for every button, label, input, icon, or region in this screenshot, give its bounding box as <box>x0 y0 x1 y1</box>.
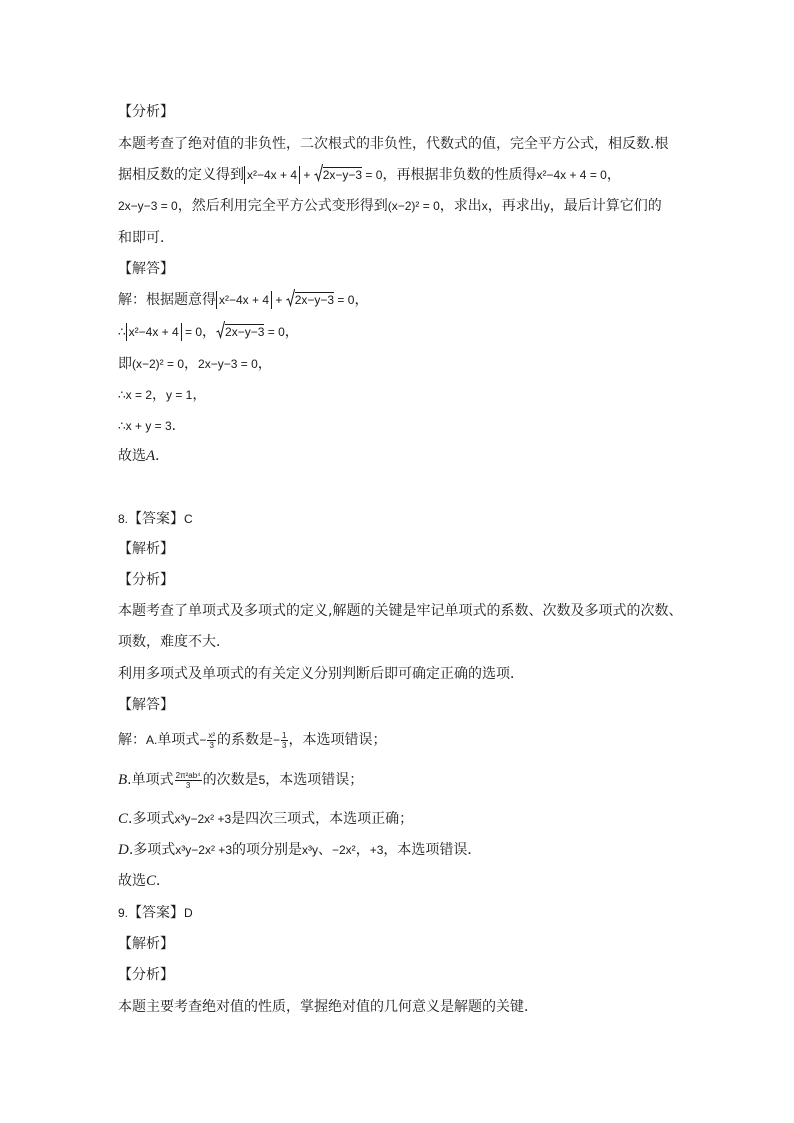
radical-icon <box>216 321 225 339</box>
radical-icon <box>286 289 295 307</box>
denominator: 3 <box>185 780 191 790</box>
analysis-line-1 <box>118 134 668 154</box>
option-letter: C <box>146 873 157 889</box>
text: .多项式 <box>128 811 175 827</box>
expression: x³y−2x² +3 <box>175 843 232 857</box>
solution-conclusion <box>118 871 170 891</box>
equation: = 0 <box>362 168 383 182</box>
solution-line-5 <box>118 416 186 436</box>
term: x³y <box>302 843 318 857</box>
solution-line-6 <box>118 446 169 466</box>
text: 项数，难度不大． <box>118 634 230 650</box>
radical-icon <box>314 164 323 182</box>
therefore-symbol: ∴ <box>118 419 126 433</box>
text: 单项式 <box>157 732 200 748</box>
text: ， <box>152 387 166 403</box>
variable: x <box>481 199 488 213</box>
equation: x + y = 3 <box>125 419 172 433</box>
term: +3 <box>369 843 384 857</box>
analysis-line-3 <box>118 664 524 684</box>
analysis-line-3 <box>118 196 662 216</box>
plus-sign: + <box>300 168 314 182</box>
heading-analysis <box>118 570 174 590</box>
text: 解： <box>118 732 146 748</box>
abs-content: x²−4x + 4 <box>219 293 270 307</box>
heading-analysis <box>118 965 174 985</box>
solution-option-d <box>118 840 481 860</box>
text: ， <box>202 324 217 340</box>
numerator: 1 <box>282 730 287 740</box>
fraction <box>207 731 216 750</box>
question-8-answer <box>118 509 193 529</box>
equation: 2x−y−3 = 0 <box>198 357 258 371</box>
sqrt-expression <box>286 290 334 310</box>
abs-content: x²−4x + 4 <box>128 325 179 339</box>
minus-sign: − <box>273 733 281 747</box>
radicand: 2x−y−3 <box>294 293 335 307</box>
term: −2x² <box>332 843 356 857</box>
text: ，再根据非负数的性质得 <box>382 167 537 183</box>
solution-line-2 <box>118 322 299 342</box>
value: 5 <box>258 773 266 787</box>
answer-label: 【答案】 <box>128 511 185 527</box>
equation: (x−2)² = 0 <box>387 199 440 213</box>
minus-sign: − <box>199 733 207 747</box>
variable: y <box>543 199 550 213</box>
text: ，再求出 <box>487 198 544 214</box>
denominator: 3 <box>209 740 214 750</box>
text: .多项式 <box>128 842 176 858</box>
fraction <box>281 731 287 750</box>
solution-line-3 <box>118 354 272 374</box>
solution-option-c <box>118 809 413 829</box>
text: ，求出 <box>439 198 482 214</box>
abs-expression <box>216 290 272 310</box>
text: ，本选项错误； <box>265 772 364 788</box>
option-letter: A <box>146 448 156 464</box>
text: 是四次三项式，本选项正确； <box>231 811 414 827</box>
text: 的项分别是 <box>232 842 302 858</box>
therefore-symbol: ∴ <box>118 388 126 402</box>
text: ， <box>257 356 272 372</box>
text: ， <box>184 356 199 372</box>
text: ，最后计算它们的 <box>549 198 662 214</box>
equation: = 0 <box>334 293 355 307</box>
equation: 2x−y−3 = 0 <box>118 199 178 213</box>
text: 【解析】 <box>118 541 174 557</box>
text: 解：根据题意得 <box>118 292 216 308</box>
abs-content: x²−4x + 4 <box>247 168 298 182</box>
text: 本题考查了单项式及多项式的定义,解题的关键是牢记单项式的系数、次数及多项式的次数、 <box>118 603 683 619</box>
equation: = 0 <box>264 325 285 339</box>
text: 【解析】 <box>118 936 174 952</box>
text: 本题主要考查绝对值的性质，掌握绝对值的几何意义是解题的关键． <box>118 999 538 1015</box>
heading-answer <box>118 259 174 279</box>
equation: x = 2 <box>125 388 152 402</box>
text: 【分析】 <box>118 572 174 588</box>
solution-option-a <box>118 730 387 750</box>
analysis-line-2 <box>118 165 621 185</box>
equation: y = 1 <box>166 388 193 402</box>
equation: x²−4x + 4 = 0 <box>536 168 607 182</box>
text: 、 <box>318 842 332 858</box>
text: ， <box>192 387 207 403</box>
text: ， <box>354 292 369 308</box>
text: 故选 <box>118 873 146 889</box>
text: ，本选项错误． <box>383 842 482 858</box>
analysis-line-2 <box>118 632 230 652</box>
abs-expression <box>126 322 182 342</box>
sqrt-expression <box>314 165 362 185</box>
expression: x³y−2x² +3 <box>174 812 232 826</box>
plus-sign: + <box>272 293 286 307</box>
analysis-line-1 <box>118 601 682 621</box>
text: 据相反数的定义得到 <box>118 167 244 183</box>
radicand: 2x−y−3 <box>322 168 363 182</box>
text: 故选 <box>118 448 146 464</box>
text: ，本选项错误； <box>288 732 387 748</box>
text: ． <box>156 873 171 889</box>
fraction <box>175 771 202 790</box>
equation: = 0 <box>181 325 203 339</box>
analysis-line-4 <box>118 228 174 248</box>
therefore-symbol: ∴ <box>118 325 126 339</box>
text: 的次数是 <box>202 772 259 788</box>
heading-answer <box>118 695 174 715</box>
solution-line-4 <box>118 385 206 405</box>
text: 的系数是 <box>217 732 274 748</box>
answer-value: D <box>184 906 193 920</box>
text: ， <box>355 842 370 858</box>
solution-line-1 <box>118 290 368 310</box>
option-letter: D <box>118 842 129 858</box>
equation: (x−2)² = 0 <box>132 357 185 371</box>
heading-analysis <box>118 102 174 122</box>
heading-explanation <box>118 934 174 954</box>
question-number: 9. <box>118 906 129 920</box>
text: 和即可． <box>118 230 174 246</box>
text: 【分析】 <box>118 967 174 983</box>
heading-explanation <box>118 539 174 559</box>
question-9-answer <box>118 903 193 923</box>
sqrt-expression <box>216 322 264 342</box>
heading-answer-text: 【解答】 <box>118 261 174 277</box>
numerator: x² <box>208 730 216 740</box>
text: ， <box>284 324 299 340</box>
abs-expression <box>244 165 300 185</box>
solution-option-b <box>118 770 363 790</box>
question-number: 8. <box>118 512 129 526</box>
answer-label: 【答案】 <box>128 905 185 921</box>
text: ，然后利用完全平方公式变形得到 <box>177 198 388 214</box>
analysis-line-1 <box>118 997 538 1017</box>
answer-value: C <box>184 512 193 526</box>
radicand: 2x−y−3 <box>225 325 265 339</box>
option-letter: B <box>118 772 128 788</box>
text: 【解答】 <box>118 697 174 713</box>
option-letter: C <box>118 811 129 827</box>
text: ． <box>171 418 186 434</box>
text: ， <box>606 167 621 183</box>
denominator: 3 <box>282 740 287 750</box>
analysis-text-1: 本题考查了绝对值的非负性，二次根式的非负性，代数式的值，完全平方公式，相反数.根 <box>118 136 669 152</box>
text: 即 <box>118 356 132 372</box>
option-letter: A. <box>146 733 158 747</box>
text: ． <box>155 448 170 464</box>
numerator: 2π²ab⁴ <box>175 770 201 780</box>
text: .单项式 <box>127 772 174 788</box>
heading-analysis-text: 【分析】 <box>118 104 174 120</box>
text: 利用多项式及单项式的有关定义分别判断后即可确定正确的选项． <box>118 666 524 682</box>
